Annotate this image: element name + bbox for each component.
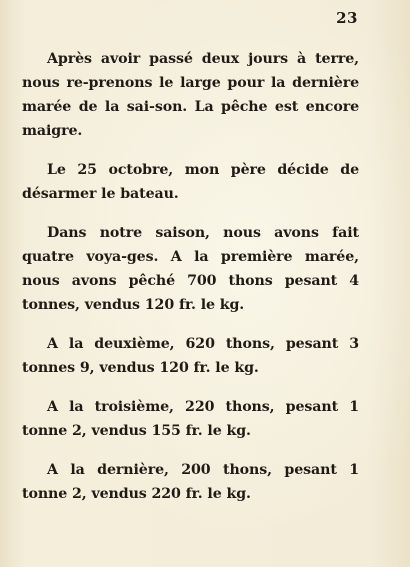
paragraph-last-tide: A la dernière, 200 thons, pesant 1 tonne 2, vendus 220 fr. le kg. bbox=[22, 462, 359, 502]
paragraph-third-tide: A la troisième, 220 thons, pesant 1 tonne 2, vendus 155 fr. le kg. bbox=[22, 399, 359, 439]
paragraph-disarm-boat: Le 25 octobre, mon père décide de désarmer le bateau. bbox=[22, 162, 359, 202]
paragraph-return-to-sea: Après avoir passé deux jours à terre, nous re-prenons le large pour la dernière marée de la sai-son. La pêche est encore maigre. bbox=[22, 51, 359, 139]
paragraph-season-summary: Dans notre saison, nous avons fait quatre voya-ges. A la première marée, nous avons pêché 700 thons pesant 4 tonnes, vendus 120 fr. le kg. bbox=[22, 225, 359, 313]
page-body bbox=[22, 47, 359, 521]
page-number: 23 bbox=[336, 9, 358, 27]
paragraph-second-tide: A la deuxième, 620 thons, pesant 3 tonnes 9, vendus 120 fr. le kg. bbox=[22, 336, 359, 376]
